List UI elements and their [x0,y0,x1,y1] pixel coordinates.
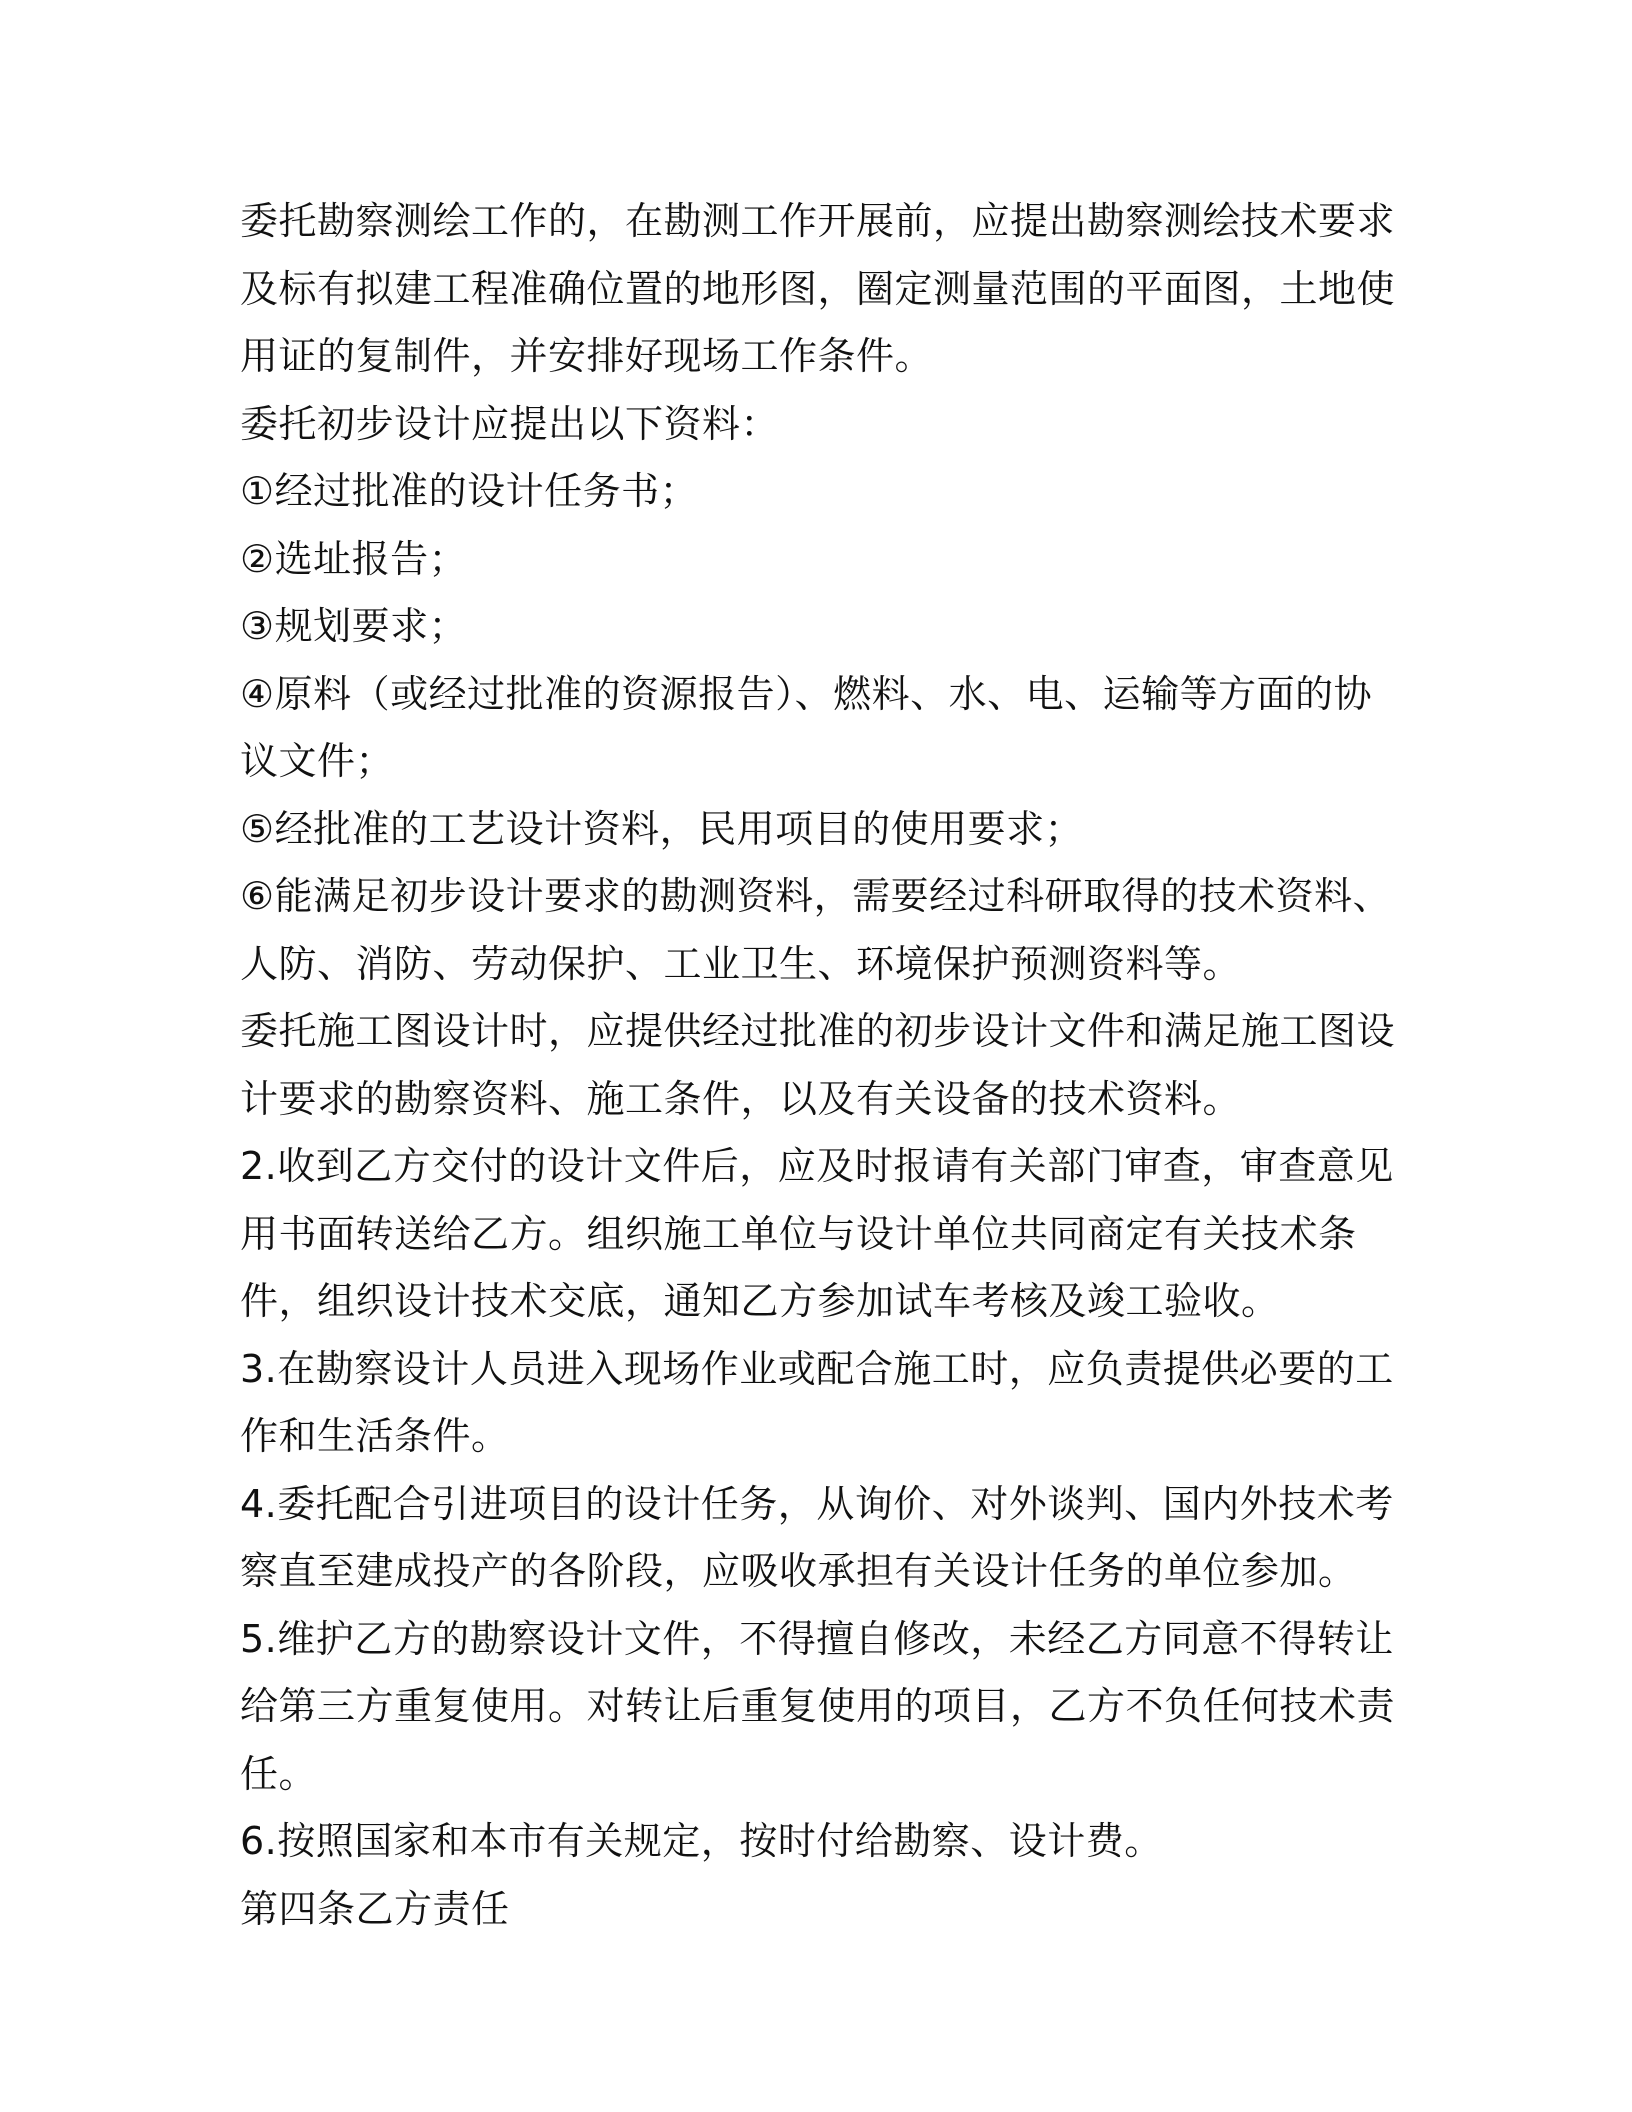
clause-4: 4.委托配合引进项目的设计任务，从询价、对外谈判、国内外技术考察直至建成投产的各阶段，应吸收承担有关设计任务的单位参加。 [240,1481,1394,1593]
section-heading-article-4: 第四条乙方责任 [240,1886,510,1931]
list-item-1: ①经过批准的设计任务书； [240,469,699,513]
list-item-6: ⑥能满足初步设计要求的勘测资料，需要经过科研取得的技术资料、人防、消防、劳动保护、工业卫生、环境保护预测资料等。 [240,874,1392,986]
clause-6: 6.按照国家和本市有关规定，按时付给勘察、设计费。 [240,1819,1163,1863]
paragraph-preliminary-design-materials: 委托初步设计应提出以下资料： [240,401,780,446]
list-item-4: ④原料（或经过批准的资源报告）、燃料、水、电、运输等方面的协议文件； [240,671,1373,783]
clause-5: 5.维护乙方的勘察设计文件，不得擅自修改，未经乙方同意不得转让给第三方重复使用。对转让后重复使用的项目，乙方不负任何技术责任。 [240,1616,1396,1796]
document-body [240,188,1400,1943]
clause-2: 2.收到乙方交付的设计文件后，应及时报请有关部门审查，审查意见用书面转送给乙方。组织施工单位与设计单位共同商定有关技术条件，组织设计技术交底，通知乙方参加试车考核及竣工验收。 [240,1144,1394,1323]
list-item-5: ⑤经批准的工艺设计资料，民用项目的使用要求； [240,806,1084,851]
paragraph-construction-drawing: 委托施工图设计时，应提供经过批准的初步设计文件和满足施工图设计要求的勘察资料、施工条件，以及有关设备的技术资料。 [240,1009,1396,1121]
clause-3: 3.在勘察设计人员进入现场作业或配合施工时，应负责提供必要的工作和生活条件。 [240,1346,1394,1458]
list-item-3: ③规划要求； [240,604,468,648]
paragraph-survey-commission: 委托勘察测绘工作的，在勘测工作开展前，应提出勘察测绘技术要求及标有拟建工程准确位置的地形图，圈定测量范围的平面图，土地使用证的复制件，并安排好现场工作条件。 [240,199,1396,378]
list-item-2: ②选址报告； [240,536,468,581]
